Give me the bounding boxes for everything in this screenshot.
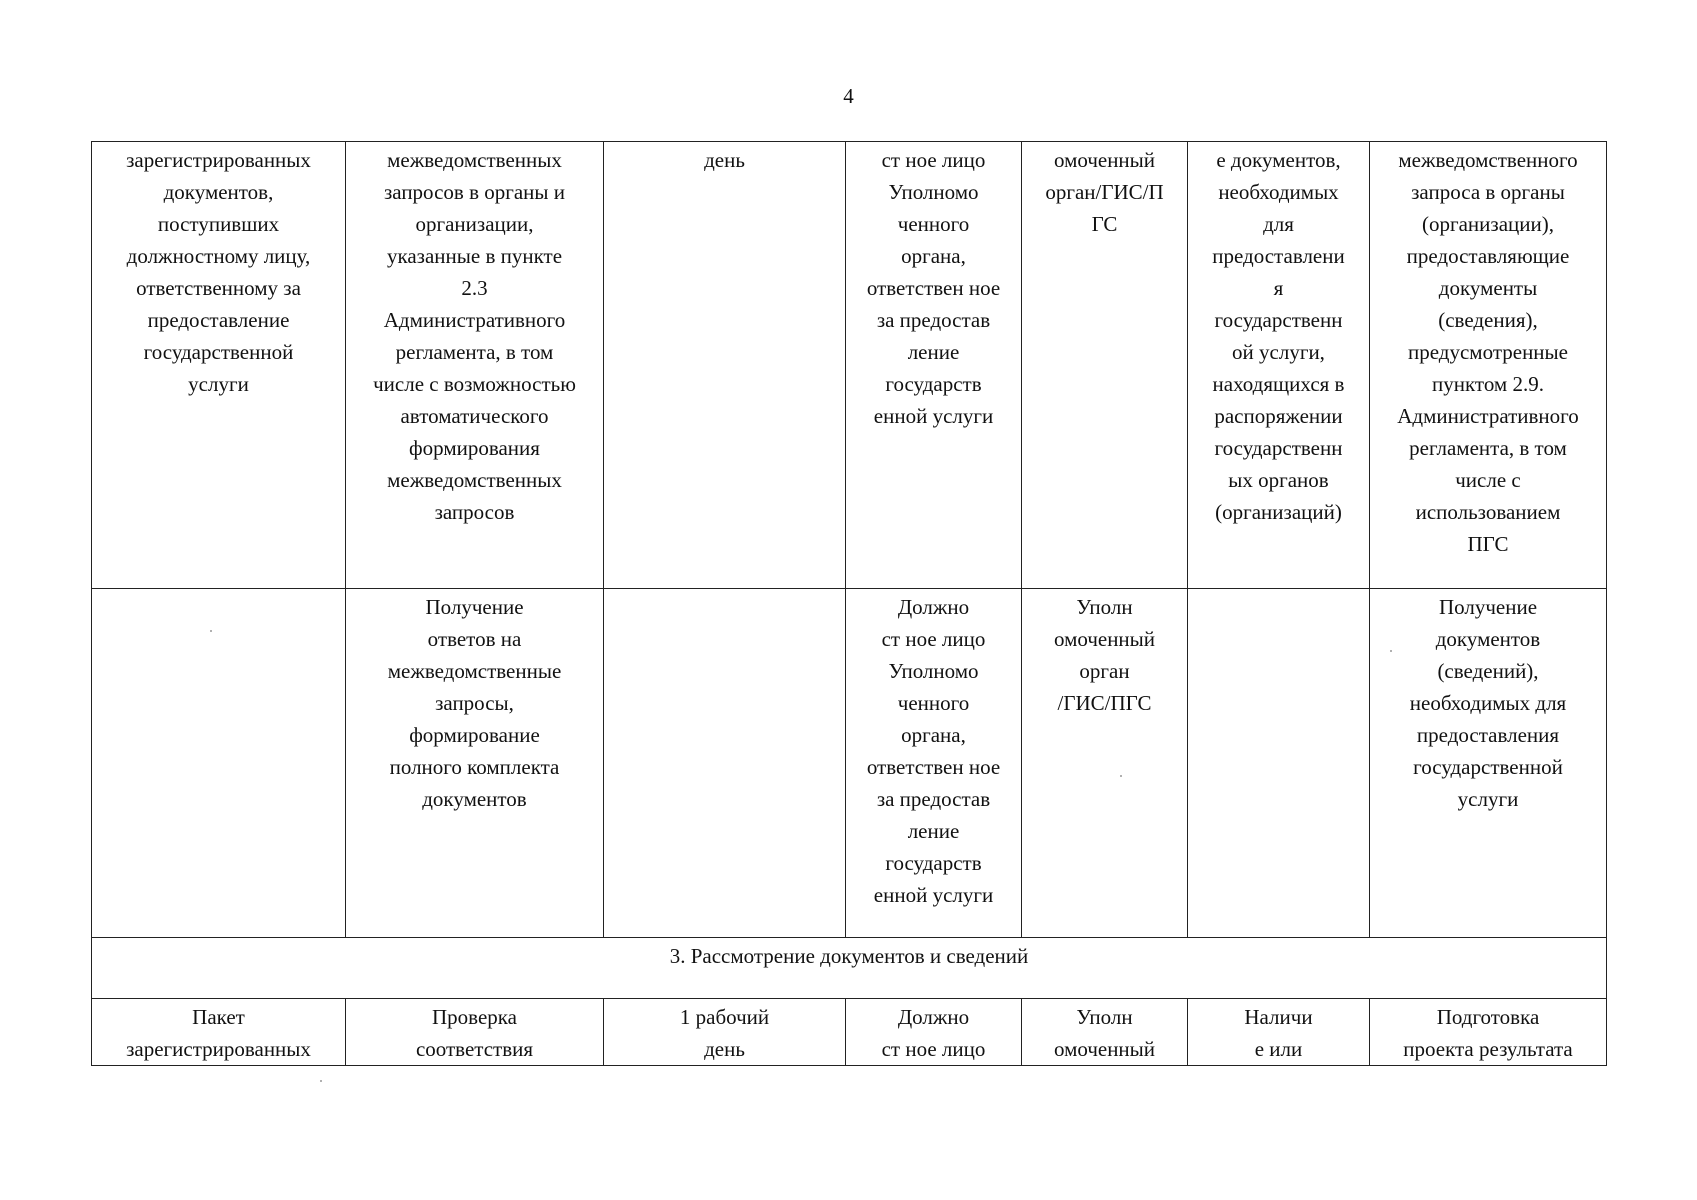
table-cell: е документов, необходимых для предоставлени я государственн ой услуги, находящихся в распоряжении государственн ых органов (организаций) [1188,142,1370,589]
table-cell: Уполн омоченный [1022,999,1188,1066]
table-cell: Уполн омоченный орган /ГИС/ПГС [1022,589,1188,938]
table-cell: ст ное лицо Уполномо ченного органа, ответствен ное за предостав ление государств енной услуги [846,142,1022,589]
table-cell: Подготовка проекта результата [1370,999,1607,1066]
scan-speck [210,630,212,632]
table-cell: день [604,142,846,589]
table-cell: зарегистрированных документов, поступивших должностному лицу, ответственному за предоставление государственной услуги [92,142,346,589]
section-header-row [92,938,1607,999]
table-row [92,999,1607,1066]
table-cell: 1 рабочий день [604,999,846,1066]
scan-speck [320,1080,322,1082]
table-row [92,142,1607,589]
table-row [92,589,1607,938]
procedure-table [91,141,1607,1066]
table-cell: Должно ст ное лицо [846,999,1022,1066]
scan-speck [1390,650,1392,652]
table-cell [92,589,346,938]
table-cell [604,589,846,938]
table-cell: Проверка соответствия [346,999,604,1066]
table-cell: Получение документов (сведений), необходимых для предоставления государственной услуги [1370,589,1607,938]
table-cell: омоченный орган/ГИС/П ГС [1022,142,1188,589]
scan-speck [1120,775,1122,777]
section-title: 3. Рассмотрение документов и сведений [92,938,1607,999]
table-cell: Наличи е или [1188,999,1370,1066]
table-cell: Должно ст ное лицо Уполномо ченного органа, ответствен ное за предостав ление государств енной услуги [846,589,1022,938]
table-cell [1188,589,1370,938]
table-cell: межведомственного запроса в органы (организации), предоставляющие документы (сведения), предусмотренные пунктом 2.9. Административного регламента, в том числе с использованием ПГС [1370,142,1607,589]
table-cell: Пакет зарегистрированных [92,999,346,1066]
table-cell: межведомственных запросов в органы и организации, указанные в пункте 2.3 Административного регламента, в том числе с возможностью автоматического формирования межведомственных запросов [346,142,604,589]
page-number: 4 [843,84,854,108]
table-cell: Получение ответов на межведомственные запросы, формирование полного комплекта документов [346,589,604,938]
